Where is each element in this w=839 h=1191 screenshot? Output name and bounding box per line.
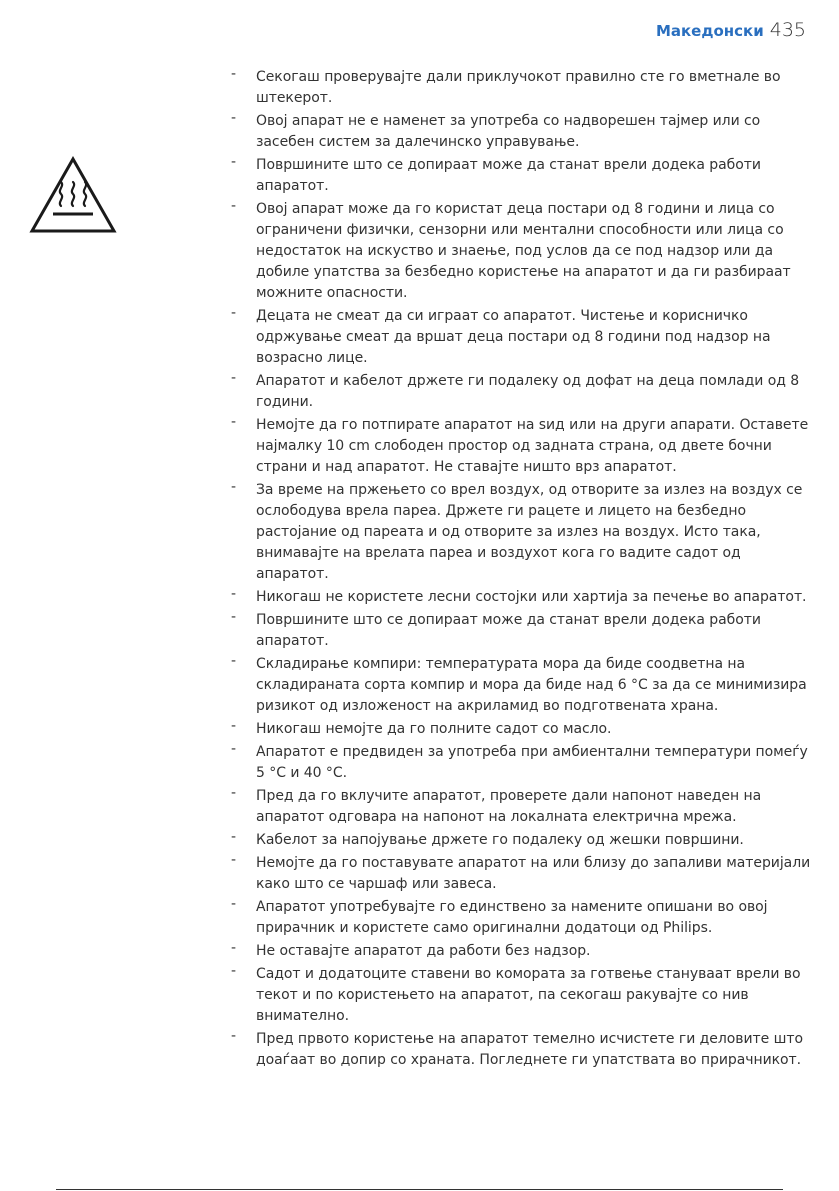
list-item — [231, 964, 811, 1027]
list-item — [231, 371, 811, 413]
list-item — [231, 111, 811, 153]
bullet-dash: - — [231, 829, 237, 845]
safety-list — [231, 67, 811, 1073]
list-item-text: Складирање компири: температурата мора да биде соодветна на складираната сорта компир и мора да биде над 6 °C за да се минимизира ризикот од изложеност на акриламид во подготвената храна. — [256, 656, 807, 714]
list-item — [231, 587, 811, 608]
list-item-text: Никогаш немојте да го полните садот со масло. — [256, 721, 612, 737]
list-item — [231, 742, 811, 784]
list-item — [231, 853, 811, 895]
list-item — [231, 941, 811, 962]
bullet-dash: - — [231, 741, 237, 757]
list-item-text: Немојте да го поставувате апаратот на или близу до запаливи материјали како што се чаршаф или завеса. — [256, 855, 811, 892]
language-label: Македонски — [655, 22, 764, 40]
list-item-text: Немојте да го потпирате апаратот на ѕид или на други апарати. Оставете најмалку 10 cm слободен простор од задната страна, од двете бочни страни и над апаратот. Не ставајте ништо врз апаратот. — [256, 417, 809, 475]
bullet-dash: - — [231, 370, 237, 386]
bullet-dash: - — [231, 940, 237, 956]
bullet-dash: - — [231, 896, 237, 912]
page-header — [656, 19, 806, 41]
list-item — [231, 654, 811, 717]
list-item — [231, 306, 811, 369]
bullet-dash: - — [231, 198, 237, 214]
list-item — [231, 897, 811, 939]
list-item-text: Не оставајте апаратот да работи без надзор. — [256, 943, 591, 959]
bullet-dash: - — [231, 479, 237, 495]
list-item — [231, 830, 811, 851]
bullet-dash: - — [231, 305, 237, 321]
list-item — [231, 415, 811, 478]
list-item — [231, 786, 811, 828]
bullet-dash: - — [231, 154, 237, 170]
footer-divider — [56, 1189, 783, 1190]
list-item-text: За време на пржењето со врел воздух, од отворите за излез на воздух се ослободува врела пареа. Држете ги рацете и лицето на безбедно растојание од пареата и од отворите за излез на воздух. Исто така, внимавајте на врелата пареа и воздухот кога го вадите садот од апаратот. — [256, 482, 803, 582]
list-item — [231, 199, 811, 304]
bullet-dash: - — [231, 785, 237, 801]
bullet-dash: - — [231, 1028, 237, 1044]
bullet-dash: - — [231, 110, 237, 126]
bullet-dash: - — [231, 586, 237, 602]
list-item — [231, 1029, 811, 1071]
list-item — [231, 610, 811, 652]
list-item-text: Овој апарат може да го користат деца постари од 8 години и лица со ограничени физички, сензорни или ментални способности или лица со недостаток на искуство и знаење, под услов да се под надзор или да добиле упатства за безбедно користење на апаратот и да ги разбираат можните опасности. — [256, 201, 791, 301]
bullet-dash: - — [231, 609, 237, 625]
hot-surface-warning-icon — [29, 156, 117, 234]
list-item-text: Кабелот за напојување држете го подалеку од жешки површини. — [256, 832, 744, 848]
list-item-text: Садот и додатоците ставени во комората за готвење стануваат врели во текот и по користењето на апаратот, па секогаш ракувајте со нив внимателно. — [256, 966, 801, 1024]
bullet-dash: - — [231, 66, 237, 82]
list-item — [231, 155, 811, 197]
bullet-dash: - — [231, 852, 237, 868]
bullet-dash: - — [231, 653, 237, 669]
list-item-text: Апаратот употребувајте го единствено за намените опишани во овој прирачник и користете само оригинални додатоци од Philips. — [256, 899, 768, 936]
list-item-text: Децата не смеат да си играат со апаратот. Чистење и корисничко одржување смеат да вршат деца постари од 8 години под надзор на возрасно лице. — [256, 308, 771, 366]
list-item-text: Пред да го вклучите апаратот, проверете дали напонот наведен на апаратот одговара на напонот на локалната електрична мрежа. — [256, 788, 762, 825]
list-item — [231, 480, 811, 585]
list-item — [231, 719, 811, 740]
list-item-text: Апаратот е предвиден за употреба при амбиентални температури помеѓу 5 °C и 40 °C. — [256, 744, 808, 781]
bullet-dash: - — [231, 414, 237, 430]
list-item-text: Пред првото користење на апаратот темелно исчистете ги деловите што доаѓаат во допир со храната. Погледнете ги упатствата во прирачникот. — [256, 1031, 803, 1068]
list-item-text: Апаратот и кабелот држете ги подалеку од дофат на деца помлади од 8 години. — [256, 373, 800, 410]
list-item-text: Овој апарат не е наменет за употреба со надворешен тајмер или со засебен систем за далечинско управување. — [256, 113, 761, 150]
bullet-dash: - — [231, 963, 237, 979]
page-number: 435 — [769, 19, 806, 41]
list-item-text: Површините што се допираат може да станат врели додека работи апаратот. — [256, 612, 761, 649]
list-item-text: Секогаш проверувајте дали приклучокот правилно сте го вметнале во штекерот. — [256, 69, 781, 106]
list-item-text: Површините што се допираат може да станат врели додека работи апаратот. — [256, 157, 761, 194]
bullet-dash: - — [231, 718, 237, 734]
list-item-text: Никогаш не користете лесни состојки или хартија за печење во апаратот. — [256, 589, 807, 605]
list-item — [231, 67, 811, 109]
